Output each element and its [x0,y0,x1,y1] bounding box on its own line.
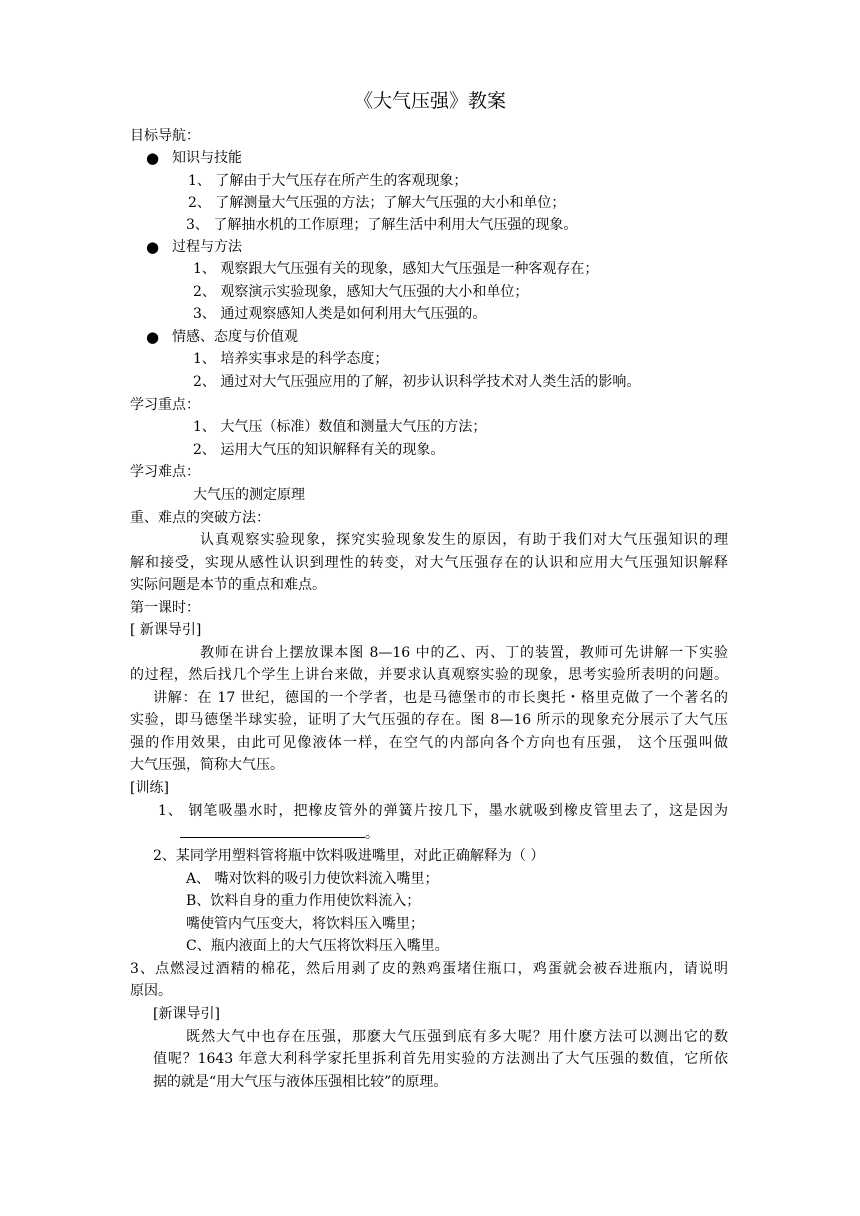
option-item: A、 嘴对饮料的吸引力使饮料流入嘴里； [186,871,439,887]
question-line: 原因。 [130,983,172,999]
paragraph-line: 值呢？1643 年意大利科学家托里拆利首先用实验的方法测出了大气压强的数值，它所依 [153,1051,728,1067]
paragraph-line: 据的就是“用大气压与液体压强相比较”的原理。 [153,1074,448,1090]
difficulty-text: 大气压的测定原理 [193,487,305,503]
section-heading-knowledge: 知识与技能 [172,150,242,166]
question-line: 3、点燃浸过酒精的棉花，然后用剥了皮的熟鸡蛋堵住瓶口，鸡蛋就会被吞进瓶内，请说明 [130,961,728,977]
option-item: 嘴使管内气压变大，将饮料压入嘴里； [186,916,424,932]
answer-blank [180,822,365,838]
list-item: 2、 了解测量大气压强的方法；了解大气压强的大小和单位； [188,195,566,211]
paragraph-line: 认真观察实验现象，探究实验现象发生的原因，有助于我们对大气压强知识的理 [200,532,728,548]
breakthrough-heading: 重、难点的突破方法： [130,510,270,526]
intro-heading: [新课导引] [153,1006,220,1022]
list-item: 2、 运用大气压的知识解释有关的现象。 [193,442,445,458]
intro-heading: [ 新课导引] [130,622,202,638]
paragraph-line: 解和接受，实现从感性认识到理性的转变，对大气压强存在的认识和应用大气压强知识解释 [130,555,728,571]
goal-heading: 目标导航： [130,128,200,144]
answer-blank-end: 。 [365,826,379,842]
list-item: 3、 了解抽水机的工作原理；了解生活中利用大气压强的现象。 [186,217,578,233]
section-heading-attitude: 情感、态度与价值观 [172,329,298,345]
list-item: 1、 了解由于大气压存在所产生的客观现象； [188,173,468,189]
paragraph-line: 教师在讲台上摆放课本图 8—16 中的乙、丙、丁的装置，教师可先讲解一下实验 [200,645,728,661]
question-line: 1、 钢笔吸墨水时，把橡皮管外的弹簧片按几下，墨水就吸到橡皮管里去了，这是因为 [158,803,728,819]
paragraph-line: 实际问题是本节的重点和难点。 [130,577,326,593]
document-title: 《大气压强》教案 [353,90,506,112]
bullet-icon: ● [146,238,160,256]
paragraph-line: 的过程，然后找几个学生上讲台来做，并要求认真观察实验的现象，思考实验所表明的问题。 [130,667,728,683]
difficulty-heading: 学习难点： [130,464,200,480]
list-item: 2、 通过对大气压强应用的了解，初步认识科学技术对人类生活的影响。 [193,374,641,390]
option-item: C、瓶内液面上的大气压将饮料压入嘴里。 [186,938,449,954]
question-line: 2、某同学用塑料管将瓶中饮料吸进嘴里，对此正确解释为（ ） [153,848,545,864]
paragraph-line: 讲解：在 17 世纪，德国的一个学者，也是马德堡市的市长奥托・格里克做了一个著名的 [153,690,728,706]
paragraph-line: 实验，即马德堡半球实验，证明了大气压强的存在。图 8—16 所示的现象充分展示了大气压 [130,712,728,728]
list-item: 3、 通过观察感知人类是如何利用大气压强的。 [193,306,487,322]
section-heading-process: 过程与方法 [172,239,242,255]
list-item: 2、 观察演示实验现象，感知大气压强的大小和单位； [193,284,529,300]
paragraph-line: 大气压强，简称大气压。 [130,757,284,773]
focus-heading: 学习重点： [130,397,200,413]
list-item: 1、 大气压（标准）数值和测量大气压的方法； [193,419,487,435]
lesson-heading: 第一课时： [130,600,200,616]
answer-blank-line [180,822,379,844]
list-item: 1、 观察跟大气压强有关的现象，感知大气压强是一种客观存在； [193,261,599,277]
practice-heading: [训练] [130,780,169,796]
option-item: B、饮料自身的重力作用使饮料流入； [186,893,421,909]
list-item: 1、 培养实事求是的科学态度； [193,351,389,367]
bullet-icon: ● [146,149,160,167]
bullet-icon: ● [146,328,160,346]
paragraph-line: 既然大气中也存在压强，那麽大气压强到底有多大呢？用什麽方法可以测出它的数 [186,1029,728,1045]
paragraph-line: 强的作用效果，由此可见像液体一样，在空气的内部向各个方向也有压强， 这个压强叫做 [130,735,728,751]
